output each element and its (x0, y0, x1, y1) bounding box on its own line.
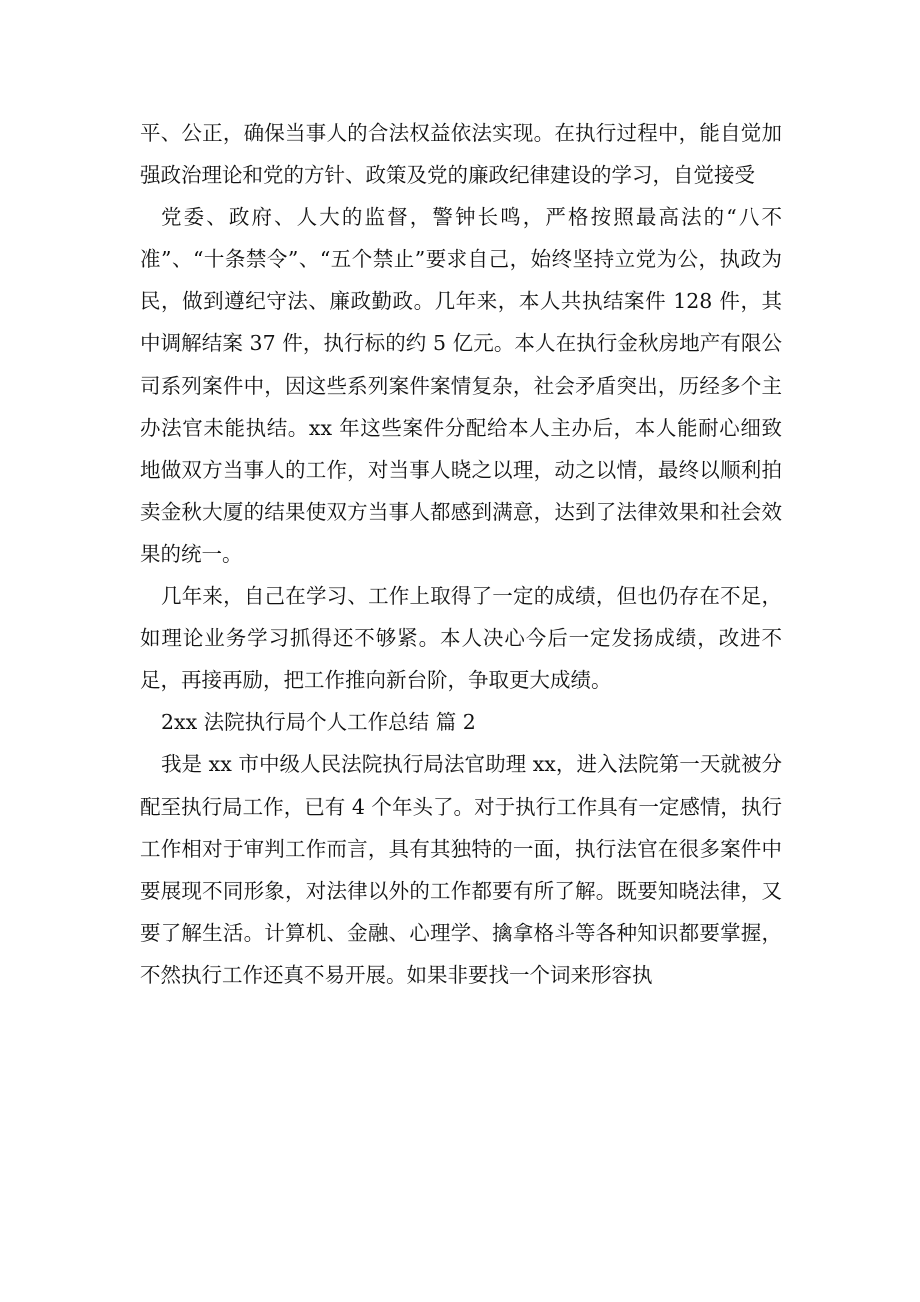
paragraph-self-assessment: 几年来，自己在学习、工作上取得了一定的成绩，但也仍存在不足，如理论业务学习抓得还不够紧。本人决心今后一定发扬成绩，改进不足，再接再励，把工作推向新台阶，争取更大成绩。 (140, 584, 782, 693)
paragraph-supervision-and-cases: 党委、政府、人大的监督，警钟长鸣，严格按照最高法的“八不准”、“十条禁令”、“五个禁止”要求自己，始终坚持立党为公，执政为民，做到遵纪守法、廉政勤政。几年来，本人共执结案件 128 件，其中调解结案 37 件，执行标的约 5 亿元。本人在执行金秋房地产有限公司系列案件中，因这些系列案件案情复杂，社会矛盾突出，历经多个主办法官未能执结。xx 年这些案件分配给本人主办后，本人能耐心细致地做双方当事人的工作，对当事人晓之以理，动之以情，最终以顺利拍卖金秋大厦的结果使双方当事人都感到满意，达到了法律效果和社会效果的统一。 (140, 205, 782, 566)
document-body (140, 112, 782, 996)
paragraph-introduction: 我是 xx 市中级人民法院执行局法官助理 xx，进入法院第一天就被分配至执行局工作，已有 4 个年头了。对于执行工作具有一定感情，执行工作相对于审判工作而言，具有其独特的一面，执行法官在很多案件中要展现不同形象，对法律以外的工作都要有所了解。既要知晓法律，又要了解生活。计算机、金融、心理学、擒拿格斗等各种知识都要掌握，不然执行工作还真不易开展。如果非要找一个词来形容执 (140, 752, 782, 987)
paragraph-continuation: 平、公正，确保当事人的合法权益依法实现。在执行过程中，能自觉加强政治理论和党的方针、政策及党的廉政纪律建设的学习，自觉接受 (140, 121, 782, 188)
section-heading: 2xx 法院执行局个人工作总结 篇 2 (161, 710, 476, 735)
